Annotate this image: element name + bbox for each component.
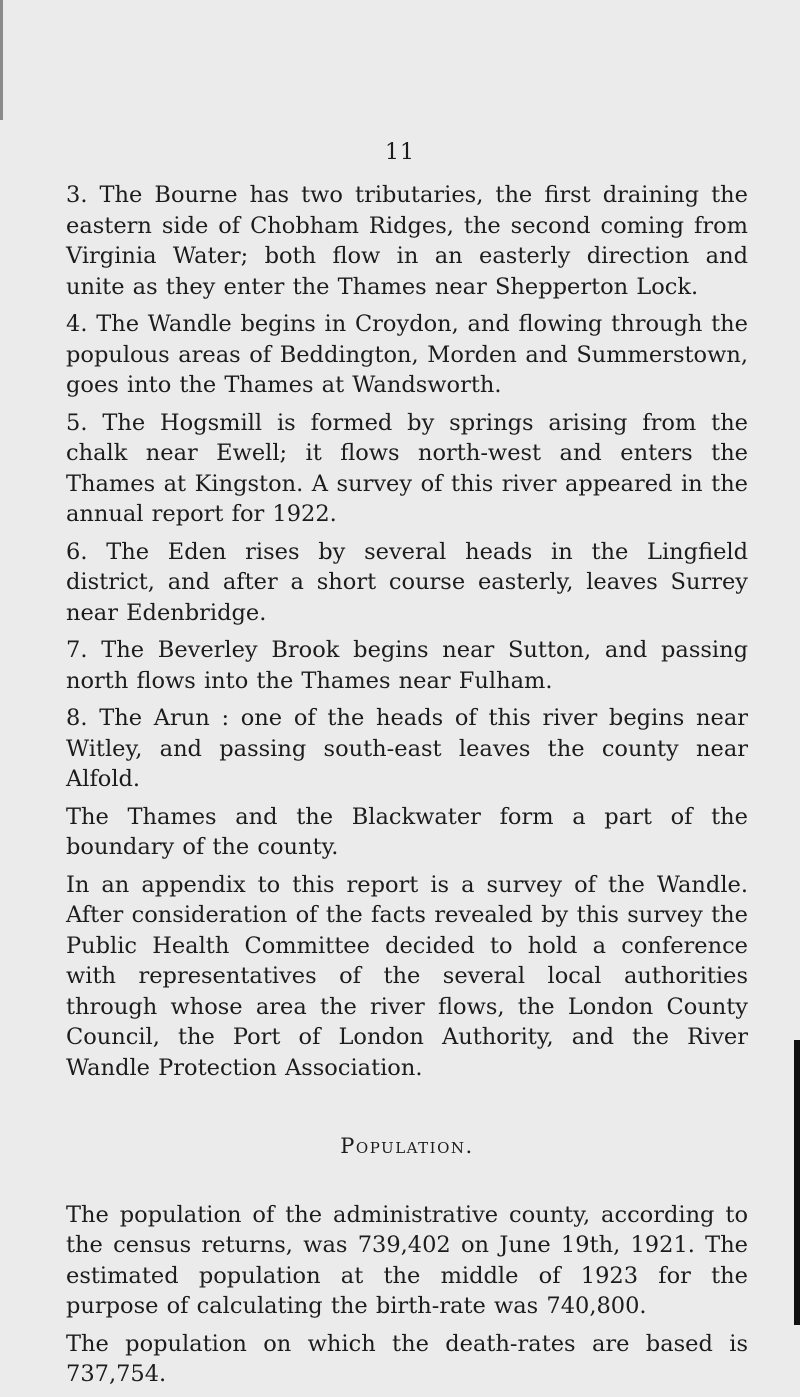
paragraph-census: The population of the administrative county, according to the census returns, was 739,402 on June 19th, 1921. The estimated population at the middle of 1923 for the purpose of calculating the birth-rate was 740,800. — [66, 1201, 748, 1319]
paragraph-eden: 6. The Eden rises by several heads in the Lingfield district, and after a short course easterly, leaves Surrey near Edenbridge. — [66, 538, 748, 626]
paragraph-death-rate-population: The population on which the death-rates are based is 737,754. — [66, 1330, 748, 1387]
section-heading-population: Population. — [340, 1134, 474, 1158]
paragraph-bourne: 3. The Bourne has two tributaries, the first draining the eastern side of Chobham Ridges, the second coming from Virginia Water; both flow in an easterly direction and unite as they enter the Thames near Shepperton Lock. — [66, 182, 748, 300]
paragraph-arun: 8. The Arun : one of the heads of this river begins near Witley, and passing south-east leaves the county near Alfold. — [66, 705, 748, 792]
paragraph-boundary: The Thames and the Blackwater form a part of the boundary of the county. — [66, 803, 748, 860]
paragraph-beverley-brook: 7. The Beverley Brook begins near Sutton, and passing north flows into the Thames near Fulham. — [66, 637, 748, 694]
paragraph-wandle: 4. The Wandle begins in Croydon, and flowing through the populous areas of Beddington, Morden and Summerstown, goes into the Thames at Wandsworth. — [66, 311, 748, 398]
scan-edge-right — [794, 1040, 800, 1325]
paragraph-hogsmill: 5. The Hogsmill is formed by springs arising from the chalk near Ewell; it flows north-west and enters the Thames at Kingston. A survey of this river appeared in the annual report for 1922. — [66, 409, 748, 527]
paragraph-appendix: In an appendix to this report is a survey of the Wandle. After consideration of the facts revealed by this survey the Public Health Committee decided to hold a conference with representatives of the several local authorities through whose area the river flows, the London County Council, the Port of London Authority, and the River Wandle Protection Association. — [66, 871, 748, 1081]
page-number: 11 — [385, 140, 415, 165]
scan-edge-left — [0, 0, 3, 120]
page-body — [66, 180, 748, 1397]
